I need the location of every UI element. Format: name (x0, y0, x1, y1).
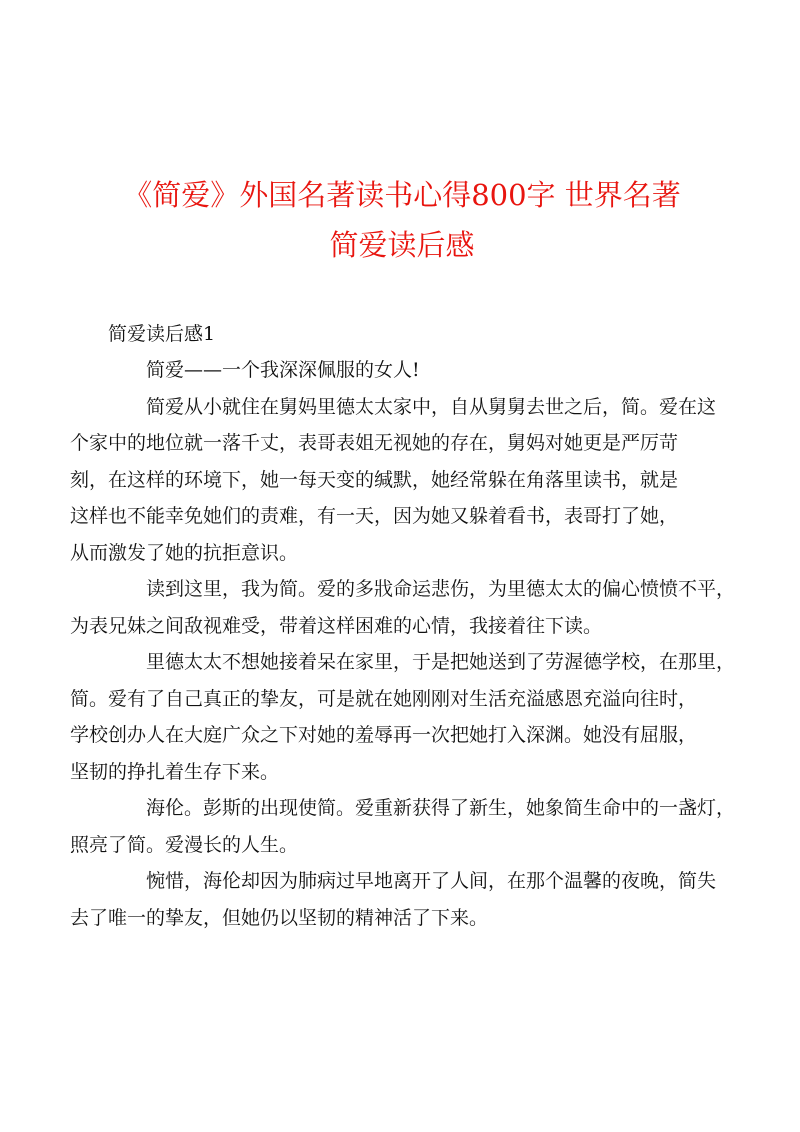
body-text (70, 352, 736, 936)
paragraph-line: 读到这里，我为简。爱的多戕命运悲伤，为里德太太的偏心愤愤不平， (146, 578, 736, 600)
paragraph-line: 为表兄妹之间敌视难受，带着这样困难的心情，我接着往下读。 (70, 614, 603, 637)
title-line-1: 《简爱》外国名著读书心得800字 世界名著 (123, 178, 681, 212)
paragraph-1 (108, 352, 696, 389)
paragraph-6 (70, 863, 717, 936)
section-heading: 简爱读后感1 (108, 323, 216, 345)
paragraph-line: 海伦。彭斯的出现使简。爱重新获得了新生，她象简生命中的一盏灯， (146, 797, 736, 819)
document-title (108, 170, 696, 270)
title-line-2: 简爱读后感 (329, 228, 475, 262)
paragraph-line: 学校创办人在大庭广众之下对她的羞辱再一次把她打入深渊。她没有屈服， (70, 724, 698, 746)
paragraph-line: 简。爱有了自己真正的挚友，可是就在她刚刚对生活充溢感恩充溢向往时， (70, 687, 698, 710)
paragraph-line: 从而激发了她的抗拒意识。 (70, 541, 299, 564)
paragraph-line: 坚韧的挣扎着生存下来。 (70, 760, 280, 783)
paragraph-line: 里德太太不想她接着呆在家里，于是把她送到了劳渥德学校，在那里， (146, 651, 736, 673)
paragraph-line: 刻，在这样的环境下，她一每天变的缄默，她经常躲在角落里读书，就是 (70, 468, 679, 491)
paragraph-line: 个家中的地位就一落千丈，表哥表姐无视她的存在，舅妈对她更是严厉苛 (70, 432, 679, 454)
paragraph-line: 照亮了简。爱漫长的人生。 (70, 833, 299, 856)
paragraph-line: 去了唯一的挚友，但她仍以坚韧的精神活了下来。 (70, 906, 489, 929)
paragraph-5 (70, 790, 736, 863)
paragraph-line: 这样也不能幸免她们的责难，有一天，因为她又躲着看书，表哥打了她， (70, 505, 679, 527)
paragraph-2 (70, 389, 717, 572)
paragraph-3 (70, 571, 736, 644)
paragraph-line: 简爱——一个我深深佩服的女人! (146, 359, 420, 381)
paragraph-4 (70, 644, 736, 790)
paragraph-line: 简爱从小就住在舅妈里德太太家中，自从舅舅去世之后，简。爱在这 (146, 395, 717, 418)
paragraph-line: 惋惜，海伦却因为肺病过早地离开了人间，在那个温馨的夜晚，简失 (146, 870, 717, 892)
